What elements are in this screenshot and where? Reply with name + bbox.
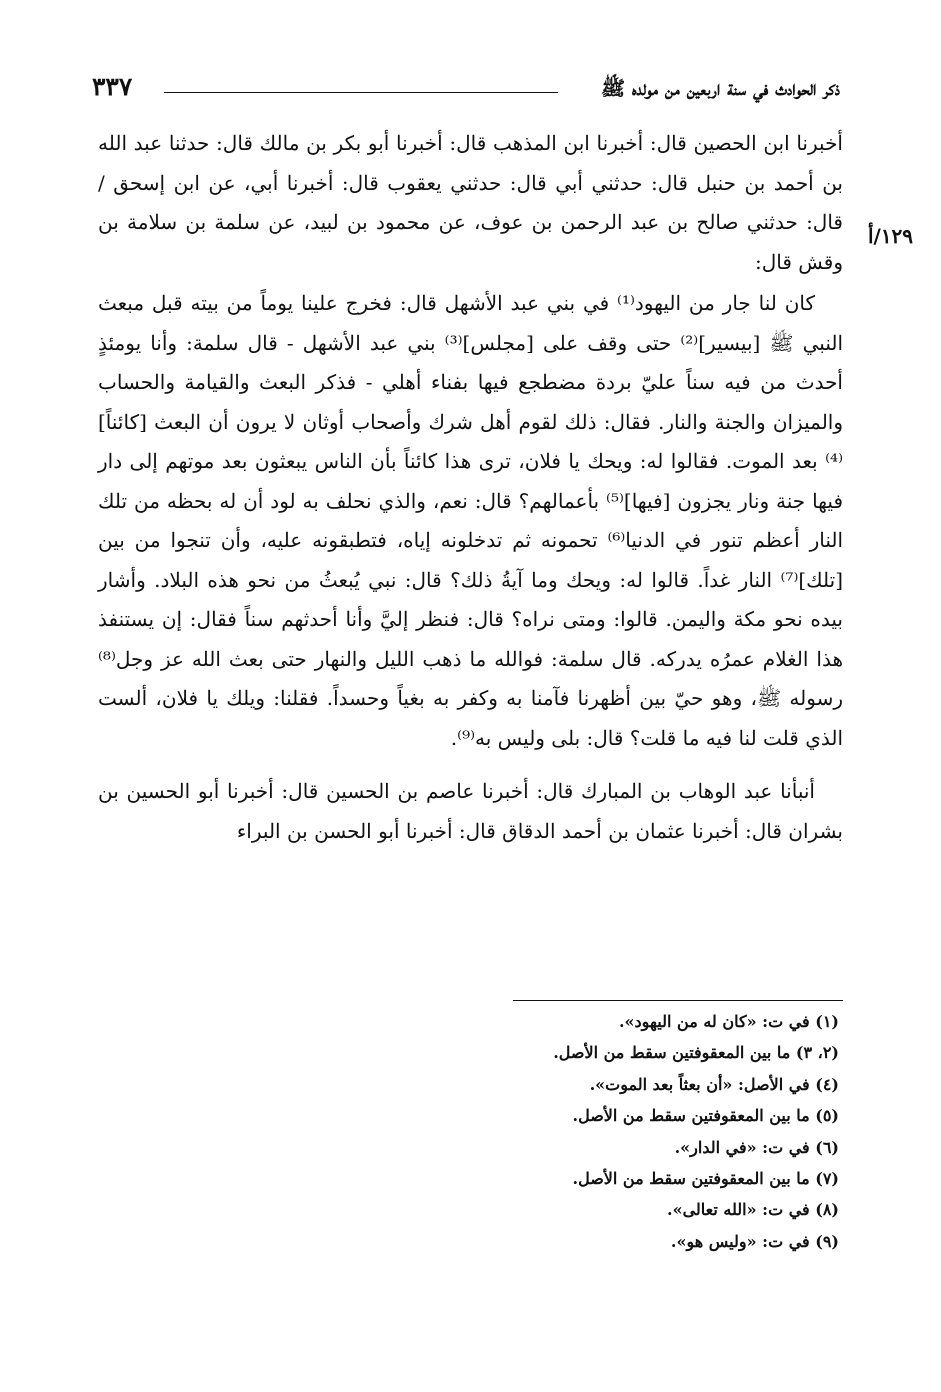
paragraph-isnad: أخبرنا ابن الحصين قال: أخبرنا ابن المذهب قال: أخبرنا أبو بكر بن مالك قال: حدثنا عبد الله بن أحمد بن حنبل قال: حدثني أبي قال: حدثني يعقوب قال: أخبرنا أبي، عن ابن إسحق / قال: حدثني صالح بن عبد الرحمن بن عوف، عن محمود بن لبيد، عن سلمة بن سلامة بن وقش قال: <box>98 131 843 274</box>
footnote-1: (١) في ت: «كان له من اليهود». <box>618 1012 839 1031</box>
header-rule <box>164 92 558 93</box>
footnote-5: (٥) ما بين المعقوفتين سقط من الأصل. <box>572 1106 839 1126</box>
paragraph-narration: كان لنا جار من اليهود⁽¹⁾ في بني عبد الأشهل قال: فخرج علينا يوماً من بيته قبل مبعث النبي ﷺ [بيسير]⁽²⁾ حتى وقف على [مجلس]⁽³⁾ بني عبد الأشهل - قال سلمة: وأنا يومئذٍ أحدث من فيه سناً عليّ بردة مضطجع فيها بفناء أهلي - فذكر البعث والقيامة والحساب والميزان والجنة والنار. فقال: ذلك لقوم أهل شرك وأصحاب أوثان لا يرون أن البعث [كائناً]⁽⁴⁾ بعد الموت. فقالوا له: ويحك يا فلان، ترى هذا كائناً بأن الناس يبعثون بعد موتهم إلى دار فيها جنة ونار يجزون [فيها]⁽⁵⁾ بأعمالهم؟ قال: نعم، والذي نحلف به لود أن له بحظه من تلك النار أعظم تنور في الدنيا⁽⁶⁾ تحمونه ثم تدخلونه إياه، فتطبقونه عليه، وأن تنجوا من بين [تلك]⁽⁷⁾ النار غداً. قالوا له: ويحك وما آيةُ ذلك؟ قال: نبي يُبعثُ من نحو هذه البلاد. وأشار بيده نحو مكة واليمن. قالوا: ومتى نراه؟ قال: فنظر إليَّ وأنا أحدثهم سناً فقال: إن يستنفذ هذا الغلام عمرُه يدركه. قال سلمة: فوالله ما ذهب الليل والنهار حتى بعث الله عز وجل⁽⁸⁾ رسوله ﷺ، وهو حيّ بين أظهرنا فآمنا به وكفر به بغياً وحسداً. فقلنا: ويلك يا فلان، ألست الذي قلت لنا فيه ما قلت؟ قال: بلى وليس به⁽⁹⁾. <box>98 291 844 750</box>
header-title: ذكر الحوادث في سنة اربعين من مولده ﷺ <box>600 76 840 100</box>
footnote-9: (٩) في ت: «وليس هو». <box>670 1231 839 1251</box>
folio-marker: ١٢٩/أ <box>867 224 914 248</box>
footnote-8: (٨) في ت: «الله تعالى». <box>667 1200 839 1220</box>
main-text <box>98 124 843 851</box>
footnotes-list <box>439 1006 839 1257</box>
footnote-separator <box>513 1000 843 1001</box>
running-header <box>92 70 840 110</box>
footnote-6: (٦) في ت: «في الدار». <box>674 1137 839 1157</box>
footnote-2-3: (٢، ٣) ما بين المعقوفتين سقط من الأصل. <box>553 1043 839 1063</box>
footnote-4: (٤) في الأصل: «أن بعثاً بعد الموت». <box>589 1074 839 1094</box>
footnote-7: (٧) ما بين المعقوفتين سقط من الأصل. <box>572 1169 839 1189</box>
paragraph-next-isnad: أنبأنا عبد الوهاب بن المبارك قال: أخبرنا عاصم بن الحسين قال: أخبرنا أبو الحسين بن بشران قال: أخبرنا عثمان بن أحمد الدقاق قال: أخبرنا أبو الحسن بن البراء <box>98 779 843 843</box>
page-number: ٣٣٧ <box>92 72 133 101</box>
